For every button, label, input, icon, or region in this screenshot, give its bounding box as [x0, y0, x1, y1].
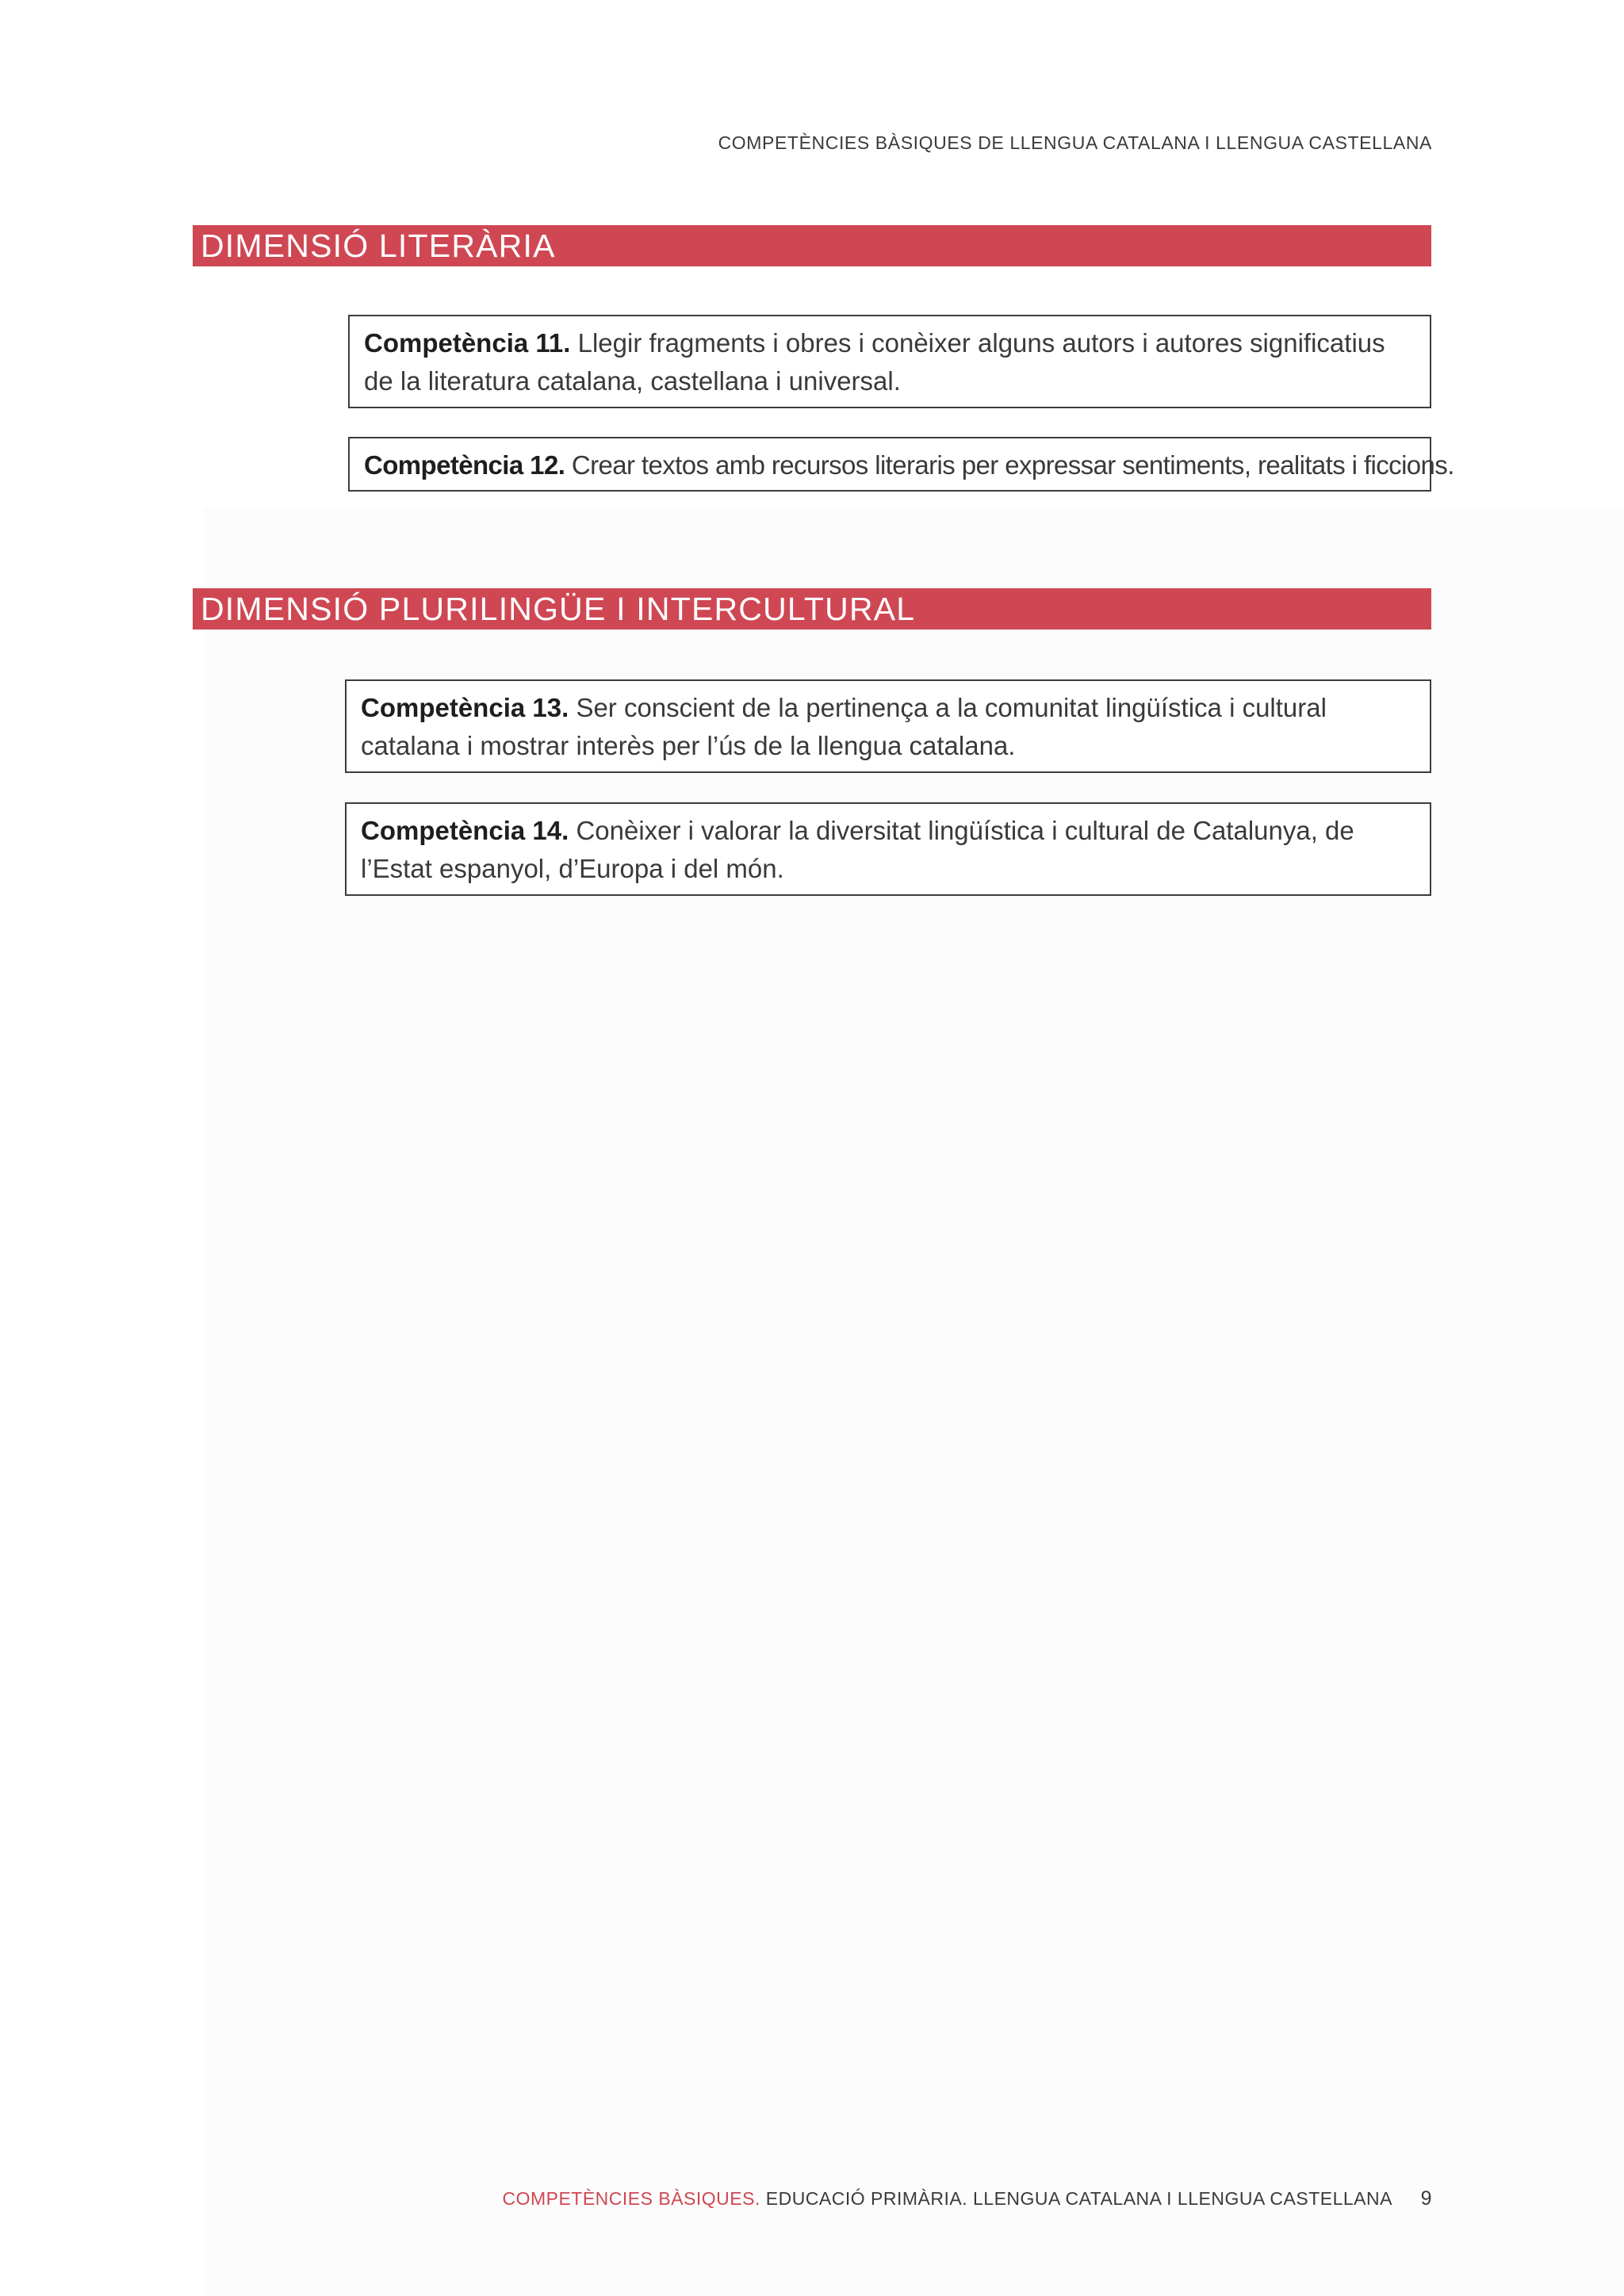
section-heading-plurilingue: DIMENSIÓ PLURILINGÜE I INTERCULTURAL [193, 588, 1431, 629]
competency-box-11 [348, 315, 1431, 408]
footer-accent-text: COMPETÈNCIES BÀSIQUES. [502, 2188, 760, 2209]
competency-box-14 [345, 802, 1431, 896]
footer-text: EDUCACIÓ PRIMÀRIA. LLENGUA CATALANA I LLENGUA CASTELLANA [765, 2188, 1392, 2209]
competency-box-12 [348, 437, 1454, 492]
section-heading-literaria: DIMENSIÓ LITERÀRIA [193, 225, 1431, 266]
competency-text: Ser conscient de la pertinença a la comunitat lingüística i cultural catalana i mostrar interès per l’ús de la llengua catalana. [361, 693, 1327, 760]
competency-text: Conèixer i valorar la diversitat lingüística i cultural de Catalunya, de l’Estat espanyol, d’Europa i del món. [361, 816, 1354, 883]
page-number: 9 [1420, 2187, 1432, 2210]
page-background-shade [203, 507, 1624, 2296]
competency-box-13 [345, 679, 1431, 773]
competency-label: Competència 14. [361, 816, 569, 845]
competency-text: Llegir fragments i obres i conèixer alguns autors i autores significatius de la literatura catalana, castellana i universal. [364, 328, 1385, 396]
competency-label: Competència 11. [364, 328, 571, 358]
competency-label: Competència 13. [361, 693, 569, 722]
competency-label: Competència 12. [364, 450, 565, 480]
competency-text: Crear textos amb recursos literaris per expressar sentiments, realitats i ficcions. [571, 450, 1454, 480]
running-header: COMPETÈNCIES BÀSIQUES DE LLENGUA CATALANA I LLENGUA CASTELLANA [718, 132, 1432, 153]
page-footer [502, 2187, 1432, 2210]
